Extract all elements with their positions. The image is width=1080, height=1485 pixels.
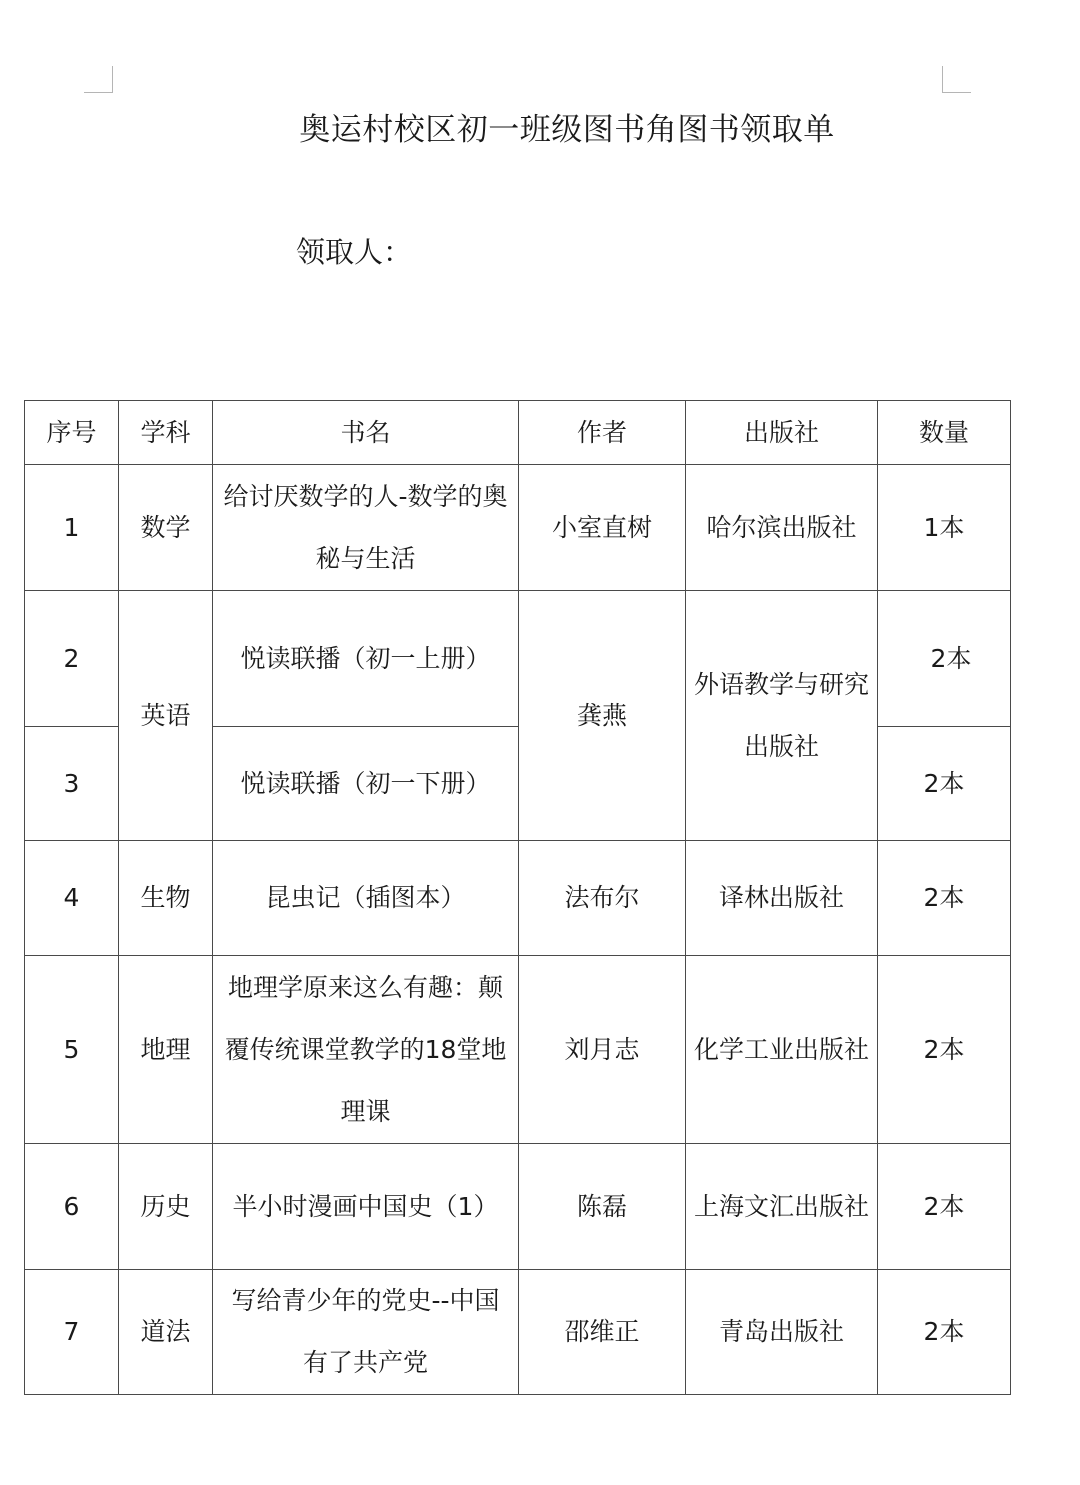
cell-subject: 道法 <box>119 1270 213 1395</box>
table-row <box>25 1270 1011 1395</box>
cell-publisher: 译林出版社 <box>686 841 878 956</box>
book-table <box>24 400 1011 1395</box>
cell-qty: 2本 <box>878 956 1011 1144</box>
cell-subject: 生物 <box>119 841 213 956</box>
cell-author: 法布尔 <box>519 841 686 956</box>
cell-qty: 2本 <box>878 1270 1011 1395</box>
cell-no: 4 <box>25 841 119 956</box>
table-header-row <box>25 401 1011 465</box>
cell-publisher: 化学工业出版社 <box>686 956 878 1144</box>
cell-book: 悦读联播（初一下册） <box>213 727 519 841</box>
cell-book: 给讨厌数学的人-数学的奥秘与生活 <box>213 465 519 591</box>
cell-publisher: 哈尔滨出版社 <box>686 465 878 591</box>
page-corner-mark-right <box>942 66 971 93</box>
header-qty: 数量 <box>878 401 1011 465</box>
cell-subject: 地理 <box>119 956 213 1144</box>
header-no: 序号 <box>25 401 119 465</box>
header-author: 作者 <box>519 401 686 465</box>
cell-book: 写给青少年的党史--中国有了共产党 <box>213 1270 519 1395</box>
table-row <box>25 591 1011 727</box>
cell-no: 5 <box>25 956 119 1144</box>
header-book: 书名 <box>213 401 519 465</box>
cell-author: 小室直树 <box>519 465 686 591</box>
cell-qty: 2本 <box>878 727 1011 841</box>
cell-no: 1 <box>25 465 119 591</box>
cell-author: 邵维正 <box>519 1270 686 1395</box>
cell-subject: 英语 <box>119 591 213 841</box>
cell-qty: 2本 <box>878 1144 1011 1270</box>
table-row <box>25 841 1011 956</box>
table-row <box>25 956 1011 1144</box>
cell-book: 悦读联播（初一上册） <box>213 591 519 727</box>
cell-publisher: 上海文汇出版社 <box>686 1144 878 1270</box>
cell-publisher: 青岛出版社 <box>686 1270 878 1395</box>
cell-book: 半小时漫画中国史（1） <box>213 1144 519 1270</box>
document-title: 奥运村校区初一班级图书角图书领取单 <box>299 112 835 148</box>
cell-author: 刘月志 <box>519 956 686 1144</box>
header-publisher: 出版社 <box>686 401 878 465</box>
cell-book: 昆虫记（插图本） <box>213 841 519 956</box>
cell-qty: 1本 <box>878 465 1011 591</box>
cell-publisher: 外语教学与研究出版社 <box>686 591 878 841</box>
recipient-label: 领取人： <box>296 235 413 269</box>
cell-subject: 数学 <box>119 465 213 591</box>
table-row <box>25 1144 1011 1270</box>
cell-no: 3 <box>25 727 119 841</box>
cell-qty: 2本 <box>878 591 1011 727</box>
cell-no: 2 <box>25 591 119 727</box>
cell-no: 6 <box>25 1144 119 1270</box>
cell-qty: 2本 <box>878 841 1011 956</box>
page-corner-mark-left <box>84 66 113 93</box>
table-row <box>25 465 1011 591</box>
cell-no: 7 <box>25 1270 119 1395</box>
cell-subject: 历史 <box>119 1144 213 1270</box>
cell-book: 地理学原来这么有趣：颠覆传统课堂教学的18堂地理课 <box>213 956 519 1144</box>
cell-author: 龚燕 <box>519 591 686 841</box>
header-subject: 学科 <box>119 401 213 465</box>
cell-author: 陈磊 <box>519 1144 686 1270</box>
